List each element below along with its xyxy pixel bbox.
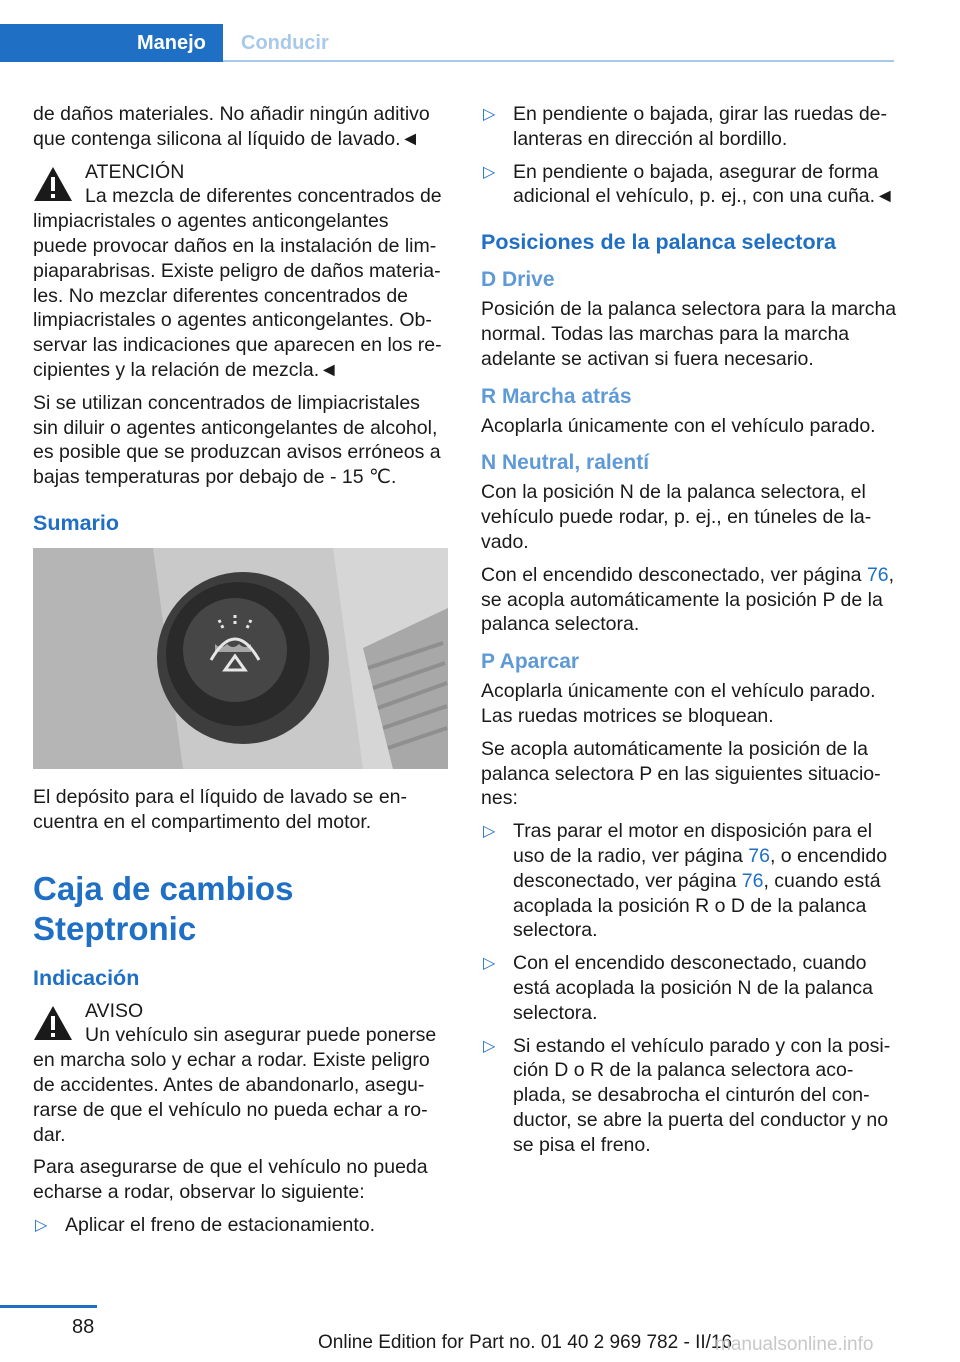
triangle-right-icon: ▷ <box>483 1037 496 1055</box>
list-item <box>481 102 897 152</box>
paragraph: Posición de la palanca selectora para la marcha normal. Todas las marchas para la marcha adelante se activan si fuera necesario. <box>481 298 897 370</box>
warning-title: AVISO <box>85 999 144 1022</box>
heading-r-marcha-atras: R Marcha atrás <box>481 384 632 408</box>
warning-text: limpiacristales o agentes anticongelantes puede provocar daños en la instalación de limpiaparabrisas. Existe peligro de daños materiales. No mezclar diferentes concentrados de limpiacristales o agentes anticongelantes. Observar las indicaciones que aparecen en los recipientes y la relación de mezcla.◄ <box>33 210 442 381</box>
triangle-right-icon: ▷ <box>483 106 496 123</box>
right-column <box>481 102 897 1166</box>
paragraph: Acoplarla únicamente con el vehículo parado. Las ruedas motrices se bloquean. <box>481 680 876 727</box>
list-item-text: En pendiente o bajada, asegurar de forma adicional el vehículo, p. ej., con una cuña.◄ <box>513 160 895 208</box>
warning-text-first-line: Un vehículo sin asegurar puede ponerse <box>85 1024 437 1047</box>
list-item-text: En pendiente o bajada, girar las ruedas delanteras en dirección al bordillo. <box>513 103 888 150</box>
triangle-right-icon: ▷ <box>483 955 496 973</box>
left-column <box>33 102 448 1246</box>
list-item <box>481 160 897 210</box>
triangle-right-icon: ▷ <box>483 163 496 181</box>
washer-fluid-reservoir-photo <box>33 548 448 769</box>
warning-text-first-line: La mezcla de diferentes concentrados de <box>85 185 442 208</box>
paragraph: Con la posición N de la palanca selectora, el vehículo puede rodar, p. ej., en túneles de lavado. <box>481 481 872 553</box>
heading-caja-de-cambios: Caja de cambios Steptronic <box>33 869 294 947</box>
heading-posiciones: Posiciones de la palanca selectora <box>481 230 836 255</box>
tab-manejo[interactable]: Manejo <box>0 24 223 62</box>
list-item <box>33 1213 448 1238</box>
page-number: 88 <box>72 1316 95 1338</box>
warning-box-aviso <box>33 999 448 1148</box>
warning-text: en marcha solo y echar a rodar. Existe peligro de accidentes. Antes de abandonarlo, asegurarse de que el vehículo no pueda echar a rodar. <box>33 1049 430 1146</box>
tab-conducir[interactable]: Conducir <box>241 32 329 54</box>
paragraph: de daños materiales. No añadir ningún aditivo que contenga silicona al líquido de lavado.◄ <box>33 103 430 150</box>
heading-n-neutral: N Neutral, ralentí <box>481 451 650 475</box>
list-item-text: Si estando el vehículo parado y con la posición D o R de la palanca selectora acoplada, se desabrocha el cinturón del conductor, se abre la puerta del conductor y no se pisa el freno. <box>513 1034 891 1156</box>
text-fragment: , se acopla automáticamente la posición P de la palanca selectora. <box>481 563 895 636</box>
edition-text: Online Edition for Part no. 01 40 2 969 782 - II/16 <box>318 1332 733 1353</box>
heading-indicacion: Indicación <box>33 965 140 990</box>
paragraph: Para asegurarse de que el vehículo no pueda echarse a rodar, observar lo siguiente: <box>33 1156 428 1204</box>
header-tabs <box>0 0 894 62</box>
header-rule <box>223 60 894 62</box>
text-fragment: Tras parar el motor en disposición para el uso de la radio, ver página <box>513 820 873 867</box>
list-item-text: Aplicar el freno de estacionamiento. <box>65 1213 376 1236</box>
list-item-text: Con el encendido desconectado, cuando está acoplada la posición N de la palanca selectora. <box>513 952 873 1024</box>
text-fragment: Con el encendido desconectado, ver página <box>481 563 867 586</box>
watermark: manualsonline.info <box>715 1334 874 1355</box>
triangle-right-icon: ▷ <box>483 823 496 841</box>
photo-caption: El depósito para el líquido de lavado se encuentra en el compartimento del motor. <box>33 785 408 833</box>
list-item <box>481 951 897 1025</box>
paragraph: Acoplarla únicamente con el vehículo parado. <box>481 414 876 437</box>
text-fragment: , cuando está acoplada la posición R o D de la palanca selectora. <box>513 869 881 942</box>
paragraph <box>481 563 897 637</box>
warning-box-atencion <box>33 160 448 383</box>
text-fragment: , o encendido desconectado, ver página <box>513 844 888 892</box>
list-item <box>481 1034 897 1158</box>
page-link-76[interactable]: 76 <box>741 869 764 892</box>
footer-rule <box>0 1305 97 1308</box>
heading-d-drive: D Drive <box>481 268 555 292</box>
paragraph: Si se utilizan concentrados de limpiacristales sin diluir o agentes anticongelantes de alcohol, es posible que se produzcan avisos erróneos a bajas temperaturas por debajo de - 15 ℃. <box>33 391 441 489</box>
warning-triangle-icon <box>33 1005 73 1041</box>
warning-triangle-icon <box>33 166 73 202</box>
paragraph: Se acopla automáticamente la posición de la palanca selectora P en las siguientes situaciones: <box>481 737 881 810</box>
page-link-76[interactable]: 76 <box>748 844 770 867</box>
heading-sumario: Sumario <box>33 510 120 535</box>
heading-p-aparcar: P Aparcar <box>481 650 580 674</box>
list-item <box>481 819 897 943</box>
triangle-right-icon: ▷ <box>35 1216 48 1234</box>
page-link-76[interactable]: 76 <box>866 563 889 586</box>
warning-title: ATENCIÓN <box>85 160 185 183</box>
